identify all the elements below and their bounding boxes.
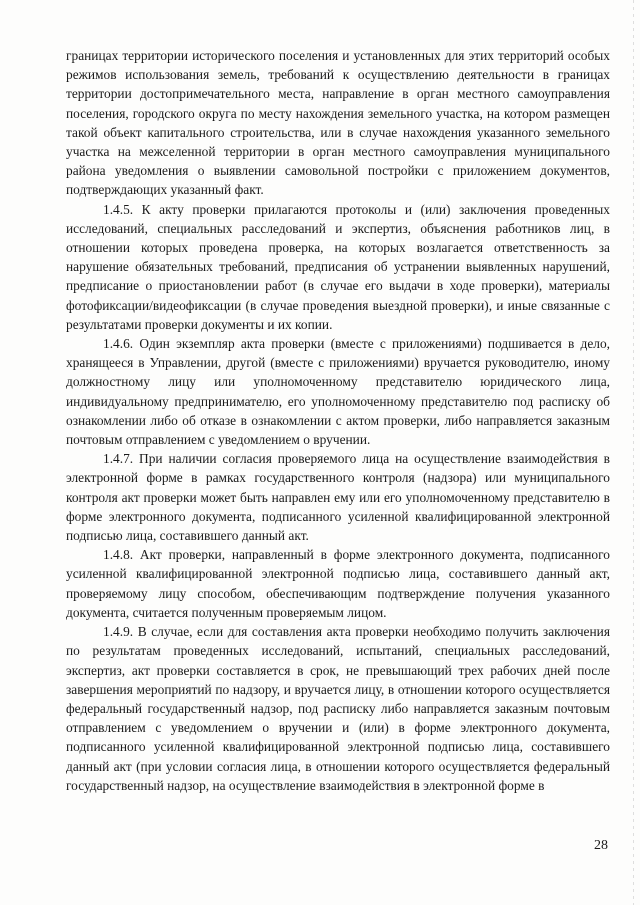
paragraph-continuation: границах территории исторического поселения и установленных для этих территорий особых режимов использования земель, требований к осуществлению деятельности в границах территории достопримечательного места, направление в орган местного самоуправления поселения, городского округа по месту нахождения земельного участка, на котором размещен такой объект капитального строительства, или в случае нахождения указанного земельного участка на межселенной территории в орган местного самоуправления муниципального района уведомления о выявлении самовольной постройки с приложением документов, подтверждающих указанный факт. (66, 48, 610, 198)
page-number: 28 (594, 838, 608, 853)
paragraph-1-4-6: 1.4.6. Один экземпляр акта проверки (вместе с приложениями) подшивается в дело, хранящееся в Управлении, другой (вместе с приложениями) вручается руководителю, иному должностному лицу или уполномоченному представителю юридического лица, индивидуальному предпринимателю, его уполномоченному представителю под расписку об ознакомлении либо об отказе в ознакомлении с актом проверки, либо направляется заказным почтовым отправлением с уведомлением о вручении. (66, 336, 610, 448)
scan-edge-line (633, 0, 634, 905)
paragraph-1-4-8: 1.4.8. Акт проверки, направленный в форме электронного документа, подписанного усиленной квалифицированной электронной подписью лица, составившего данный акт, проверяемому лицу способом, обеспечивающим подтверждение получения указанного документа, считается полученным проверяемым лицом. (66, 547, 610, 620)
document-body (66, 46, 610, 795)
paragraph-1-4-7: 1.4.7. При наличии согласия проверяемого лица на осуществление взаимодействия в электронной форме в рамках государственного контроля (надзора) или муниципального контроля акт проверки может быть направлен ему или его уполномоченному представителю в форме электронного документа, подписанного усиленной квалифицированной электронной подписью лица, составившего данный акт. (66, 451, 610, 544)
paragraph-1-4-5: 1.4.5. К акту проверки прилагаются протоколы и (или) заключения проведенных исследований, специальных расследований и экспертиз, объяснения работников лиц, в отношении которых проведена проверка, на которых возлагается ответственность за нарушение обязательных требований, предписания об устранении выявленных нарушений, предписание о приостановлении работ (в случае его выдачи в ходе проверки), материалы фотофиксации/видеофиксации (в случае проведения выездной проверки), и иные связанные с результатами проверки документы и их копии. (66, 201, 610, 332)
paragraph-1-4-9: 1.4.9. В случае, если для составления акта проверки необходимо получить заключения по результатам проведенных исследований, испытаний, специальных расследований, экспертиз, акт проверки составляется в срок, не превышающий трех рабочих дней после завершения мероприятий по надзору, и вручается лицу, в отношении которого осуществляется федеральный государственный надзор, под расписку либо направляется заказным почтовым отправлением с уведомлением о вручении и (или) в форме электронного документа, подписанного усиленной квалифицированной электронной подписью лица, составившего данный акт (при условии согласия лица, в отношении которого осуществляется федеральный государственный надзор, на осуществление взаимодействия в электронной форме в (66, 624, 610, 793)
